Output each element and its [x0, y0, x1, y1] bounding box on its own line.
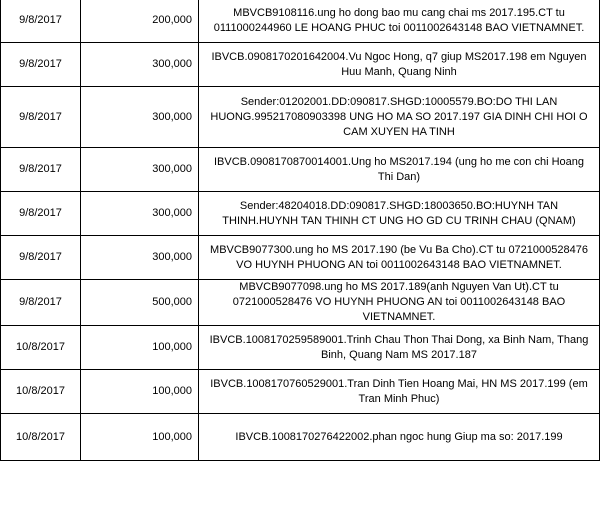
- amount-cell: 300,000: [81, 43, 199, 87]
- description-cell: IBVCB.0908170201642004.Vu Ngoc Hong, q7 giup MS2017.198 em Nguyen Huu Manh, Quang Ninh: [199, 43, 600, 87]
- description-cell: IBVCB.1008170259589001.Trinh Chau Thon Thai Dong, xa Binh Nam, Thang Binh, Quang Nam MS 2017.187: [199, 326, 600, 370]
- description-cell: Sender:48204018.DD:090817.SHGD:18003650.BO:HUYNH TAN THINH.HUYNH TAN THINH CT UNG HO GD CU TRINH CHAU (QNAM): [199, 192, 600, 236]
- date-cell: 9/8/2017: [1, 0, 81, 43]
- amount-cell: 100,000: [81, 370, 199, 414]
- amount-cell: 300,000: [81, 87, 199, 148]
- amount-cell: 100,000: [81, 326, 199, 370]
- date-cell: 10/8/2017: [1, 370, 81, 414]
- date-cell: 9/8/2017: [1, 192, 81, 236]
- amount-cell: 300,000: [81, 148, 199, 192]
- amount-cell: 500,000: [81, 280, 199, 326]
- description-cell: MBVCB9077300.ung ho MS 2017.190 (be Vu Ba Cho).CT tu 0721000528476 VO HUYNH PHUONG AN toi 0011002643148 BAO VIETNAMNET.: [199, 236, 600, 280]
- table-row: [1, 148, 600, 192]
- description-cell: MBVCB9108116.ung ho dong bao mu cang chai ms 2017.195.CT tu 0111000244960 LE HOANG PHUC toi 0011002643148 BAO VIETNAMNET.: [199, 0, 600, 43]
- date-cell: 9/8/2017: [1, 148, 81, 192]
- table-row: [1, 0, 600, 43]
- description-cell: IBVCB.1008170760529001.Tran Dinh Tien Hoang Mai, HN MS 2017.199 (em Tran Minh Phuc): [199, 370, 600, 414]
- description-cell: Sender:01202001.DD:090817.SHGD:10005579.BO:DO THI LAN HUONG.995217080903398 UNG HO MA SO 2017.197 GIA DINH CHI HOI O CAM XUYEN HA TINH: [199, 87, 600, 148]
- table-row: [1, 236, 600, 280]
- table-row: [1, 326, 600, 370]
- amount-cell: 200,000: [81, 0, 199, 43]
- amount-cell: 100,000: [81, 414, 199, 461]
- table-row: [1, 370, 600, 414]
- date-cell: 9/8/2017: [1, 280, 81, 326]
- table-row: [1, 87, 600, 148]
- table-row: [1, 43, 600, 87]
- description-cell: MBVCB9077098.ung ho MS 2017.189(anh Nguyen Van Ut).CT tu 0721000528476 VO HUYNH PHUONG AN toi 0011002643148 BAO VIETNAMNET.: [199, 280, 600, 326]
- amount-cell: 300,000: [81, 236, 199, 280]
- description-cell: IBVCB.1008170276422002.phan ngoc hung Giup ma so: 2017.199: [199, 414, 600, 461]
- amount-cell: 300,000: [81, 192, 199, 236]
- date-cell: 10/8/2017: [1, 326, 81, 370]
- date-cell: 9/8/2017: [1, 43, 81, 87]
- date-cell: 9/8/2017: [1, 87, 81, 148]
- table-row: [1, 414, 600, 461]
- date-cell: 9/8/2017: [1, 236, 81, 280]
- table-row: [1, 280, 600, 326]
- date-cell: 10/8/2017: [1, 414, 81, 461]
- description-cell: IBVCB.0908170870014001.Ung ho MS2017.194 (ung ho me con chi Hoang Thi Dan): [199, 148, 600, 192]
- table-row: [1, 192, 600, 236]
